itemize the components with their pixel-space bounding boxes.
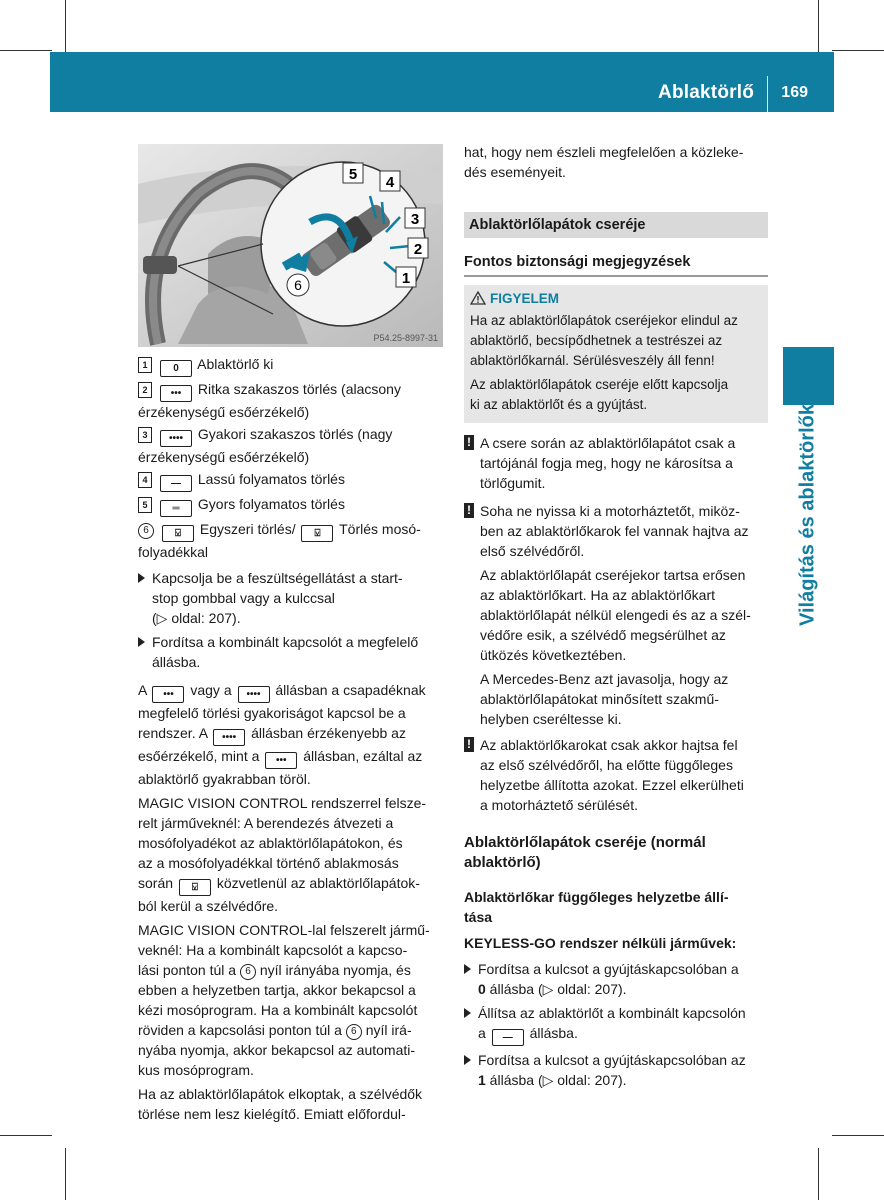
callout-5: 5 <box>348 166 358 183</box>
page-header <box>50 52 834 112</box>
exclamation-icon: ! <box>464 737 474 752</box>
header-title: Ablaktörlő <box>658 82 754 103</box>
legend-text: folyadékkal <box>138 544 209 560</box>
paragraph: A ••• vagy a •••• állásban a csapadéknak megfelelő törlési gyakoriságot kapcsol be a rendszer. A •••• állásban érzékenyebb az esőérzékelő, mint a ••• állásban, ezáltal az ablaktörlő gyakrabban töröl. <box>138 682 426 787</box>
paragraph: MAGIC VISION CONTROL-lal felszerelt jármű- veknél: Ha a kombinált kapcsolót a kapcso- lási ponton túl a 6 nyíl irányába nyomja, és ebben a helyzetben tartja, akkor bekapcsol a kézi mosóprogram. Ha a kombinált kapcsolót röviden a kapcsolási ponton túl a 6 nyíl irá- nyába nyomja, akkor bekapcsol az automati- kus mosóprogram. <box>138 922 430 1078</box>
callout-6: 6 <box>294 277 302 293</box>
legend-item-3 <box>138 424 443 467</box>
section-heading: Ablaktörlőlapátok cseréje <box>464 212 768 238</box>
legend-number: 5 <box>138 497 152 513</box>
legend-number: 4 <box>138 472 152 488</box>
callout-1: 1 <box>401 270 411 287</box>
warning-text: Az ablaktörlőlapátok cseréje előtt kapcsolja ki az ablaktörlőt és a gyújtást. <box>470 377 729 412</box>
crop-mark <box>832 50 884 51</box>
warning-box <box>464 285 768 423</box>
crop-mark <box>818 1148 819 1200</box>
legend-item-1 <box>138 354 443 377</box>
legend-number: 3 <box>138 427 152 443</box>
caution-note: ! Az ablaktörlőkarokat csak akkor hajtsa fel az első szélvédőről, ha előtte függőleges helyzetbe állította azokat. Ezzel elkerülheti a motorháztető sérülését. <box>464 735 768 815</box>
callout-2: 2 <box>413 241 423 258</box>
instruction-step: Fordítsa a kombinált kapcsolót a megfelelő állásba. <box>138 632 443 672</box>
warning-heading: FIGYELEM <box>470 289 762 309</box>
header-separator <box>767 76 768 112</box>
crop-mark <box>832 1135 884 1136</box>
legend-item-6 <box>138 519 443 562</box>
wash-icon: ⍌ <box>301 525 333 542</box>
left-column <box>138 354 443 1128</box>
sidebar-tab <box>783 347 834 405</box>
right-column <box>464 142 768 1094</box>
legend-text: érzékenységű esőérzékelő) <box>138 404 310 420</box>
legend-number: 6 <box>138 523 154 539</box>
callout-3: 3 <box>410 211 420 228</box>
exclamation-icon: ! <box>464 503 474 518</box>
legend-item-5 <box>138 494 443 517</box>
page-number: 169 <box>781 84 808 101</box>
paragraph: Ha az ablaktörlőlapátok elkoptak, a szélvédők törlése nem lesz kielégítő. Emiatt előfordul- <box>138 1086 423 1122</box>
legend-text: érzékenységű esőérzékelő) <box>138 449 310 465</box>
switch-position-symbol: 0 <box>160 360 192 377</box>
wiper-switch-illustration <box>138 144 443 347</box>
wash-icon: ⍌ <box>179 879 211 896</box>
legend-text: Ritka szakaszos törlés (alacsony <box>197 381 401 397</box>
crop-mark <box>65 0 66 52</box>
legend-item-2 <box>138 379 443 422</box>
switch-position-symbol: ••• <box>160 385 192 402</box>
legend-item-4 <box>138 469 443 492</box>
legend-text: Gyors folyamatos törlés <box>197 496 345 512</box>
warning-text: Ha az ablaktörlőlapátok cseréjekor elindul az ablaktörlő, becsípődhetnek a testrészei az ablaktörlőkarnál. Sérülésveszély áll fenn! <box>470 313 738 368</box>
switch-position-symbol: •••• <box>160 430 192 447</box>
crop-mark <box>818 0 819 52</box>
wash-icon: ⍌ <box>162 525 194 542</box>
exclamation-icon: ! <box>464 435 474 450</box>
callout-4: 4 <box>385 174 395 191</box>
legend-number: 1 <box>138 357 152 373</box>
heading: Ablaktörlőlapátok cseréje (normál ablaktörlő) <box>464 834 706 871</box>
switch-position-symbol: •••• <box>238 686 270 703</box>
paragraph: MAGIC VISION CONTROL rendszerrel felsze- relt járműveknél: A berendezés átvezeti a mosófolyadékot az ablaktörlőlapátokon, és az a mosófolyadékkal történő ablakmosás során ⍌ közvetlenül az ablaktörlőlapátok- ból kerül a szélvédőre. <box>138 795 427 914</box>
crop-mark <box>0 1135 52 1136</box>
instruction-step: Állítsa az ablaktörlőt a kombinált kapcsolón a — állásba. <box>464 1003 768 1046</box>
heading: Ablaktörlőkar függőleges helyzetbe állí- tása <box>464 889 729 925</box>
callout-ref: 6 <box>346 1024 362 1040</box>
legend-text: Ablaktörlő ki <box>197 356 274 372</box>
heading: KEYLESS-GO rendszer nélküli járművek: <box>464 935 737 951</box>
instruction-step: Kapcsolja be a feszültségellátást a start- stop gombbal vagy a kulccsal (▷ oldal: 207). <box>138 568 443 628</box>
subheading: Fontos biztonsági megjegyzések <box>464 252 768 277</box>
image-code: P54.25-8997-31 <box>373 333 438 343</box>
legend-text: Lassú folyamatos törlés <box>197 471 345 487</box>
callout-ref: 6 <box>240 964 256 980</box>
legend-text: Egyszeri törlés/ <box>199 521 296 537</box>
instruction-step: Fordítsa a kulcsot a gyújtáskapcsolóban a 0 állásba (▷ oldal: 207). <box>464 959 768 999</box>
instruction-step: Fordítsa a kulcsot a gyújtáskapcsolóban az 1 állásba (▷ oldal: 207). <box>464 1050 768 1090</box>
legend-number: 2 <box>138 382 152 398</box>
caution-note: ! A csere során az ablaktörlőlapátot csak a tartójánál fogja meg, hogy ne károsítsa a törlőgumit. <box>464 433 768 493</box>
switch-position-symbol: ••• <box>265 752 297 769</box>
crop-mark <box>0 50 52 51</box>
switch-position-symbol: — <box>492 1029 524 1046</box>
legend-text: Gyakori szakaszos törlés (nagy <box>197 426 393 442</box>
switch-position-symbol: ••• <box>152 686 184 703</box>
switch-position-symbol: •••• <box>213 729 245 746</box>
paragraph: hat, hogy nem észleli megfelelően a közleke- dés eseményeit. <box>464 144 744 180</box>
caution-note: ! Soha ne nyissa ki a motorháztetőt, miköz- ben az ablaktörlőkarok fel vannak hajtva az első szélvédőről. Az ablaktörlőlapát cseréjekor tartsa erősen az ablaktörlőkart. Ha az ablaktörlőkart ablaktörlőlapát nélkül elengedi és az a szél- védőre esik, a szélvédő megsérülhet az ütközés következtében. A Mercedes-Benz azt javasolja, hogy az ablaktörlőlapátokat minősített szakmű- helyben cseréltesse ki. <box>464 501 768 729</box>
crop-mark <box>65 1148 66 1200</box>
warning-triangle-icon <box>470 291 486 305</box>
sidebar-label: Világítás és ablaktörlők <box>796 404 819 626</box>
switch-position-symbol: — <box>160 475 192 492</box>
switch-position-symbol: ═ <box>160 500 192 517</box>
legend-text: Törlés mosó- <box>339 521 421 537</box>
